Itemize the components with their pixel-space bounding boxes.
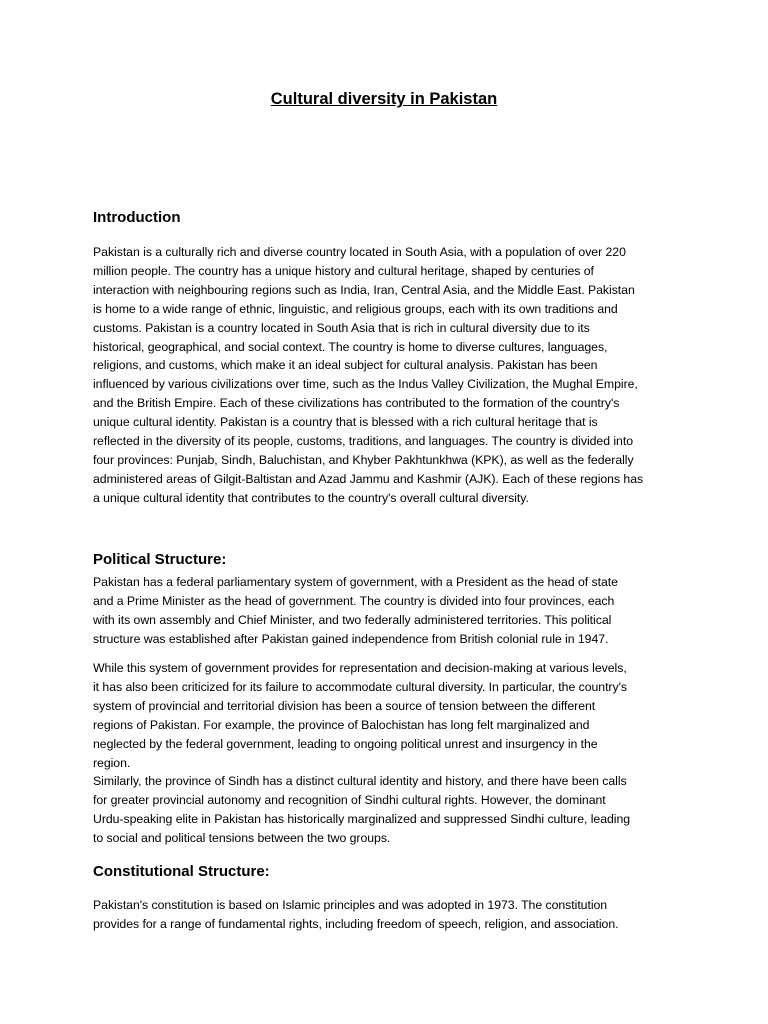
- text-line: historical, geographical, and social context. The country is home to diverse cultures, languages,: [93, 339, 608, 354]
- text-line: religions, and customs, which make it an ideal subject for cultural analysis. Pakistan has been: [93, 358, 598, 373]
- text-line: While this system of government provides for representation and decision-making at various levels,: [93, 661, 627, 675]
- heading-introduction: Introduction: [93, 209, 181, 226]
- text-line: Similarly, the province of Sindh has a distinct cultural identity and history, and there have been calls: [93, 774, 627, 789]
- text-line: customs. Pakistan is a country located in South Asia that is rich in cultural diversity due to its: [93, 320, 590, 335]
- text-line: is home to a wide range of ethnic, linguistic, and religious groups, each with its own traditions and: [93, 301, 618, 316]
- heading-constitutional-structure: Constitutional Structure:: [93, 863, 270, 880]
- text-line: a unique cultural identity that contributes to the country's overall cultural diversity.: [93, 490, 529, 505]
- text-line: and the British Empire. Each of these civilizations has contributed to the formation of the country's: [93, 396, 620, 411]
- paragraph-constitutional: [93, 896, 678, 934]
- text-line: million people. The country has a unique history and cultural heritage, shaped by centuries of: [93, 263, 594, 278]
- paragraph-political-1: [93, 573, 678, 649]
- text-line: provides for a range of fundamental rights, including freedom of speech, religion, and association.: [93, 916, 619, 931]
- document-title: Cultural diversity in Pakistan: [270, 90, 498, 108]
- text-line: reflected in the diversity of its people, customs, traditions, and languages. The country is divided into: [93, 434, 633, 449]
- text-line: region.: [93, 755, 131, 770]
- text-line: and a Prime Minister as the head of government. The country is divided into four provinces, each: [93, 593, 615, 608]
- text-line: four provinces: Punjab, Sindh, Baluchistan, and Khyber Pakhtunkhwa (KPK), as well as the federally: [93, 452, 634, 467]
- text-line: neglected by the federal government, leading to ongoing political unrest and insurgency in the: [93, 736, 598, 751]
- text-line: Pakistan is a culturally rich and diverse country located in South Asia, with a population of over 220: [93, 245, 626, 259]
- text-line: for greater provincial autonomy and recognition of Sindhi cultural rights. However, the dominant: [93, 793, 606, 808]
- text-line: unique cultural identity. Pakistan is a country that is blessed with a rich cultural heritage that is: [93, 415, 598, 430]
- text-line: interaction with neighbouring regions such as India, Iran, Central Asia, and the Middle East. Pakistan: [93, 282, 635, 297]
- text-line: with its own assembly and Chief Minister, and two federally administered territories. This political: [93, 612, 612, 627]
- text-line: structure was established after Pakistan gained independence from British colonial rule in 1947.: [93, 631, 609, 646]
- text-line: Pakistan's constitution is based on Islamic principles and was adopted in 1973. The constitution: [93, 898, 608, 912]
- text-line: administered areas of Gilgit-Baltistan and Azad Jammu and Kashmir (AJK). Each of these regions has: [93, 471, 644, 486]
- text-line: influenced by various civilizations over time, such as the Indus Valley Civilization, the Mughal Empire,: [93, 377, 638, 392]
- text-line: regions of Pakistan. For example, the province of Balochistan has long felt marginalized and: [93, 717, 590, 732]
- text-line: system of provincial and territorial division has been a source of tension between the different: [93, 698, 596, 713]
- text-line: Pakistan has a federal parliamentary system of government, with a President as the head of state: [93, 575, 618, 589]
- heading-political-structure: Political Structure:: [93, 551, 227, 568]
- text-line: to social and political tensions between the two groups.: [93, 831, 391, 846]
- text-line: it has also been criticized for its failure to accommodate cultural diversity. In particular, the country's: [93, 679, 627, 694]
- text-line: Urdu-speaking elite in Pakistan has historically marginalized and suppressed Sindhi culture, leading: [93, 812, 631, 827]
- paragraph-introduction: [93, 243, 678, 508]
- paragraph-political-2: [93, 659, 678, 848]
